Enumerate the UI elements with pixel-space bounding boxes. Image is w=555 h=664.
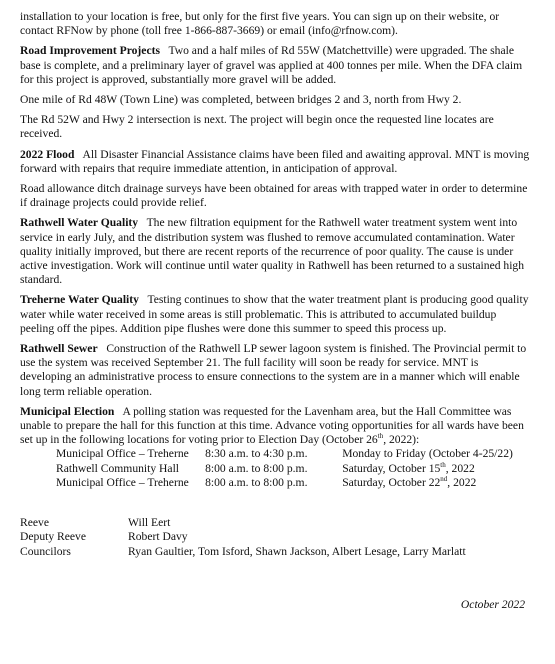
treherne-water-heading: Treherne Water Quality — [20, 293, 139, 307]
schedule-location: Rathwell Community Hall — [56, 461, 180, 475]
election-text-tail: , 2022): — [383, 433, 420, 447]
road-text-3: The Rd 52W and Hwy 2 intersection is next. The project will begin once the requested line locates are received. — [20, 113, 494, 141]
council-names: Will Eert — [128, 516, 171, 530]
flood-section — [20, 148, 531, 176]
council-role: Deputy Reeve — [20, 530, 86, 544]
road-heading: Road Improvement Projects — [20, 44, 160, 58]
election-section — [20, 405, 531, 448]
schedule-location: Municipal Office – Treherne — [56, 447, 189, 461]
schedule-date: Saturday, October 22nd, 2022 — [342, 475, 477, 489]
council-role: Councilors — [20, 544, 71, 558]
schedule-time: 8:30 a.m. to 4:30 p.m. — [205, 447, 308, 461]
schedule-date: Saturday, October 15th, 2022 — [342, 460, 475, 475]
flood-text-2: Road allowance ditch drainage surveys have been obtained for areas with trapped water in order to determine if drainage projects could provide relief. — [20, 182, 528, 210]
schedule-location: Municipal Office – Treherne — [56, 475, 189, 489]
road-text-1: Two and a half miles of Rd 55W (Matchettville) were upgraded. The shale base is complete, and a preliminary layer of gravel was applied at 400 tonnes per mile. When the DFA claim for this project is approved, substantially more gravel will be added. — [20, 44, 523, 86]
schedule-row — [56, 476, 531, 490]
council-role: Reeve — [20, 516, 49, 530]
intro-paragraph: installation to your location is free, but only for the first five years. You can sign up on their website, or contact RFNow by phone (toll free 1-866-887-3669) or email (info@rfnow.com). — [20, 10, 500, 38]
schedule-row — [56, 447, 531, 461]
election-text: A polling station was requested for the Lavenham area, but the Hall Committee was unable to prepare the hall for this function at this time. Advance voting opportunities for all wards have been set up in the following locations for voting prior to Election Day (October 26 — [20, 404, 524, 447]
rathwell-water-section — [20, 216, 531, 287]
council-row — [20, 530, 531, 544]
road-section — [20, 44, 531, 87]
election-text-sup: th — [377, 432, 384, 441]
schedule-date: Monday to Friday (October 4-25/22) — [342, 447, 513, 461]
council-names: Robert Davy — [128, 530, 188, 544]
issue-date: October 2022 — [460, 598, 525, 611]
election-heading: Municipal Election — [20, 404, 115, 418]
flood-text-1: All Disaster Financial Assistance claims have been filed and awaiting approval. MNT is moving forward with repairs that require immediate attention, in anticipation of approval. — [20, 147, 530, 175]
flood-heading: 2022 Flood — [20, 147, 75, 161]
schedule-time: 8:00 a.m. to 8:00 p.m. — [205, 461, 308, 475]
sewer-text: Construction of the Rathwell LP sewer lagoon system is finished. The Provincial permit to use the system was received September 21. The full facility will soon be ready for service. MNT is developing an administrative process to ensure connections to the system are in a manner which will enable long term reliable operation. — [20, 342, 527, 398]
sewer-heading: Rathwell Sewer — [20, 342, 98, 356]
council-list — [20, 516, 531, 559]
sewer-section — [20, 342, 531, 399]
treherne-water-text: Testing continues to show that the water treatment plant is producing good quality water while water received in some areas is still problematic. This is attributed to accumulated buildup peeling off the pipes. Addition pipe flushes were done this summer to speed this process up. — [20, 293, 529, 335]
rathwell-water-text: The new filtration equipment for the Rathwell water treatment system went into service in early July, and the distribution system was flushed to remove accumulated contamination. Water quality initially improved, but there are recent reports of the recurrence of poor quality. The cause is under active investigation. Work will continue until water quality in Rathwell has been returned to a sustained high standard. — [20, 216, 525, 287]
rathwell-water-heading: Rathwell Water Quality — [20, 216, 139, 230]
voting-schedule — [56, 447, 531, 490]
council-row — [20, 516, 531, 530]
treherne-water-section — [20, 293, 531, 336]
schedule-time: 8:00 a.m. to 8:00 p.m. — [205, 475, 308, 489]
schedule-row — [56, 462, 531, 476]
road-text-2: One mile of Rd 48W (Town Line) was completed, between bridges 2 and 3, north from Hwy 2. — [20, 93, 462, 107]
council-row — [20, 545, 531, 559]
council-names: Ryan Gaultier, Tom Isford, Shawn Jackson, Albert Lesage, Larry Marlatt — [128, 544, 466, 558]
